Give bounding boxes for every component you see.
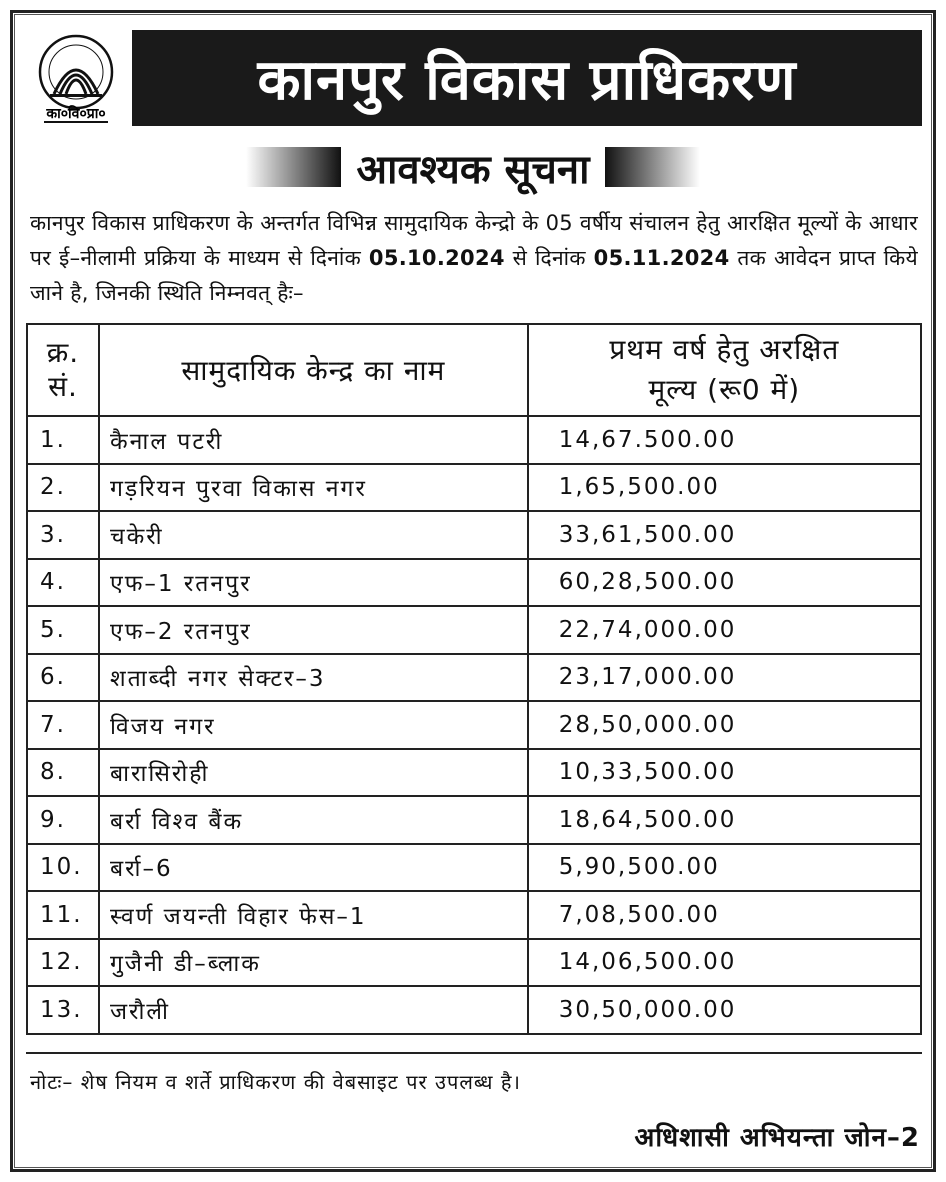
row-name: स्वर्ण जयन्ती विहार फेस–1 [99, 891, 528, 939]
row-price: 1,65,500.00 [528, 464, 921, 512]
row-name: विजय नगर [99, 701, 528, 749]
table-row [27, 844, 921, 892]
row-price: 5,90,500.00 [528, 844, 921, 892]
row-serial: 13. [27, 986, 99, 1034]
row-serial: 12. [27, 939, 99, 987]
row-serial: 2. [27, 464, 99, 512]
row-name: बारासिरोही [99, 749, 528, 797]
notice-title: आवश्यक सूचना [356, 146, 590, 193]
row-serial: 1. [27, 416, 99, 464]
table-row [27, 701, 921, 749]
start-date: 05.10.2024 [368, 246, 505, 270]
table-row [27, 606, 921, 654]
table-row [27, 891, 921, 939]
row-serial: 5. [27, 606, 99, 654]
intro-text-2: से दिनांक [504, 246, 594, 270]
row-price: 33,61,500.00 [528, 511, 921, 559]
serial-header: क्र. सं. [27, 324, 99, 416]
table-row [27, 559, 921, 607]
table-row [27, 939, 921, 987]
row-serial: 7. [27, 701, 99, 749]
kda-logo-icon [30, 32, 122, 124]
table-row [27, 986, 921, 1034]
intro-text-1: कानपुर विकास प्राधिकरण के अन्तर्गत विभिन्न सामुदायिक केन्द्रो के 05 वर्षीय संचालन हेतु आरक्षित मूल्यों के आधार पर ई–नीलामी प्रक्रिया के माध्यम से दिनांक [30, 211, 918, 270]
heading-left-bar [246, 147, 341, 187]
row-serial: 4. [27, 559, 99, 607]
row-serial: 9. [27, 796, 99, 844]
table-row [27, 654, 921, 702]
table-header-row [27, 324, 921, 416]
row-serial: 6. [27, 654, 99, 702]
row-price: 60,28,500.00 [528, 559, 921, 607]
row-name: बर्रा–6 [99, 844, 528, 892]
row-name: एफ–2 रतनपुर [99, 606, 528, 654]
row-price: 30,50,000.00 [528, 986, 921, 1034]
row-name: एफ–1 रतनपुर [99, 559, 528, 607]
row-price: 7,08,500.00 [528, 891, 921, 939]
row-name: कैनाल पटरी [99, 416, 528, 464]
table-row [27, 796, 921, 844]
signatory: अधिशासी अभियन्ता जोन–2 [634, 1123, 920, 1153]
org-title-banner [132, 30, 922, 126]
row-serial: 3. [27, 511, 99, 559]
heading-right-bar [605, 147, 700, 187]
notice-heading [190, 142, 756, 192]
org-title: कानपुर विकास प्राधिकरण [257, 48, 797, 113]
price-header: प्रथम वर्ष हेतु अरक्षित मूल्य (रू0 में) [528, 324, 921, 416]
row-name: जरौली [99, 986, 528, 1034]
row-price: 23,17,000.00 [528, 654, 921, 702]
logo-caption: का०वि०प्रा० [46, 106, 106, 122]
row-name: गड़रियन पुरवा विकास नगर [99, 464, 528, 512]
intro-text-3: तक आवेदन प्राप्त किये जाने है, जिनकी स्थिति निम्नवत् हैः– [30, 246, 918, 305]
table-row [27, 511, 921, 559]
row-price: 28,50,000.00 [528, 701, 921, 749]
row-price: 22,74,000.00 [528, 606, 921, 654]
table-row [27, 416, 921, 464]
row-price: 18,64,500.00 [528, 796, 921, 844]
row-serial: 11. [27, 891, 99, 939]
table-row [27, 749, 921, 797]
table-bottom-divider [26, 1052, 922, 1054]
footer-note: नोटः– शेष नियम व शर्ते प्राधिकरण की वेबसाइट पर उपलब्ध है। [30, 1070, 522, 1094]
row-name: चकेरी [99, 511, 528, 559]
community-centre-table [26, 323, 922, 1035]
table-row [27, 464, 921, 512]
row-price: 10,33,500.00 [528, 749, 921, 797]
end-date: 05.11.2024 [593, 246, 730, 270]
row-price: 14,67.500.00 [528, 416, 921, 464]
intro-paragraph [30, 206, 918, 311]
name-header: सामुदायिक केन्द्र का नाम [99, 324, 528, 416]
row-serial: 8. [27, 749, 99, 797]
row-serial: 10. [27, 844, 99, 892]
row-name: गुजैनी डी–ब्लाक [99, 939, 528, 987]
row-name: शताब्दी नगर सेक्टर–3 [99, 654, 528, 702]
row-name: बर्रा विश्व बैंक [99, 796, 528, 844]
row-price: 14,06,500.00 [528, 939, 921, 987]
